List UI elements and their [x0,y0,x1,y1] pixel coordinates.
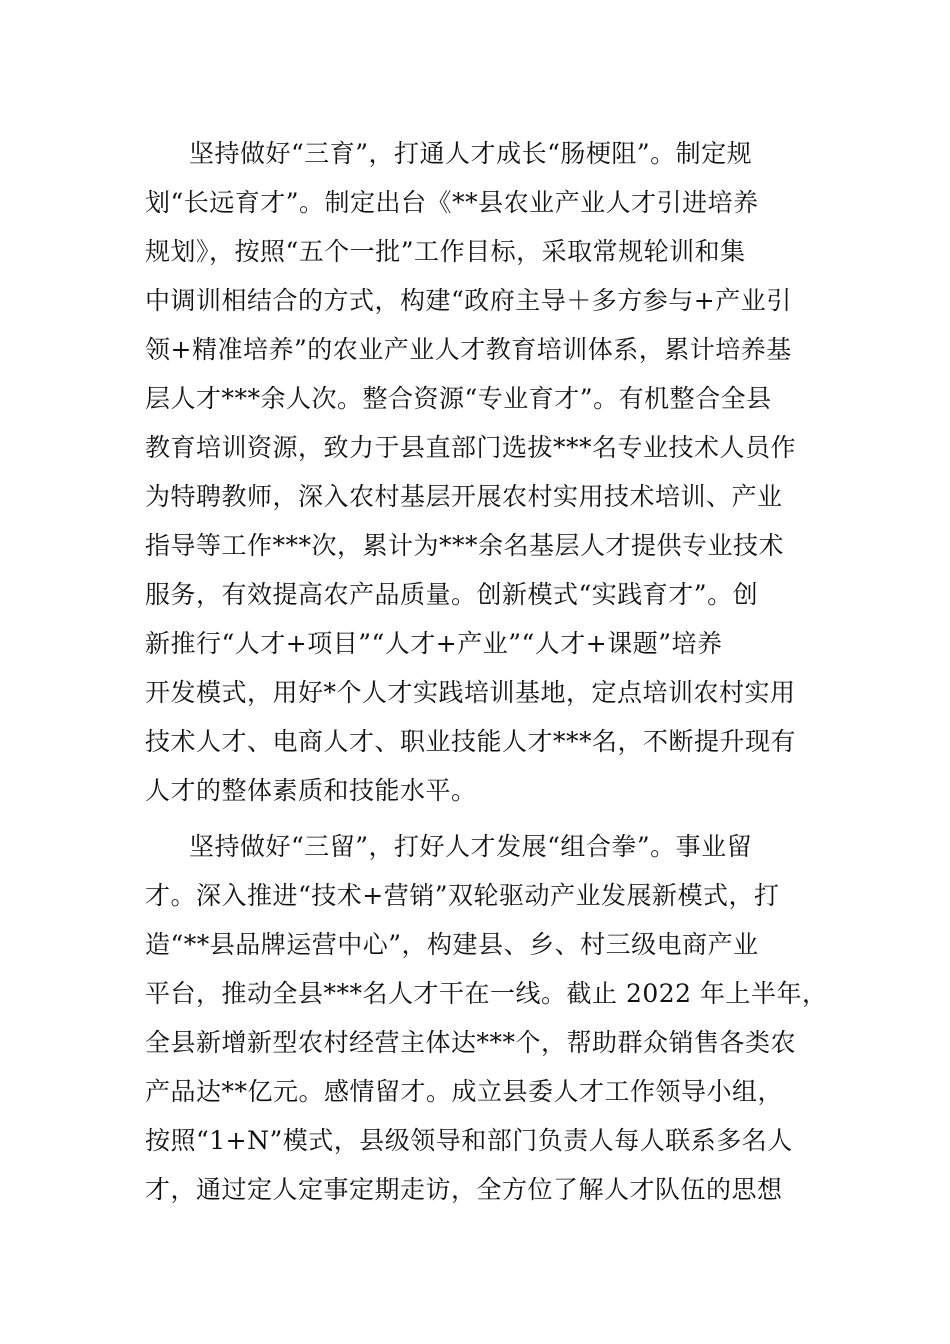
paragraph-2-line-6: 产品达**亿元。感情留才。成立县委人才工作领导小组， [145,1077,784,1106]
paragraph-2-line-4: 平台，推动全县***名人才干在一线。截止 2022 年上半年， [145,979,828,1008]
paragraph-1-line-13: 技术人才、电商人才、职业技能人才***名，不断提升现有 [145,727,797,756]
paragraph-1-line-3: 规划》，按照“五个一批”工作目标，采取常规轮训和集 [145,237,746,266]
paragraph-1-line-12: 开发模式，用好*个人才实践培训基地，定点培训农村实用 [145,678,796,707]
paragraph-1-line-6: 层人才***余人次。整合资源“专业育才”。有机整合全县 [145,384,772,413]
paragraph-2-line-5: 全县新增新型农村经营主体达***个，帮助群众销售各类农 [145,1028,797,1057]
paragraph-2-line-8: 才，通过定人定事定期走访，全方位了解人才队伍的思想 [145,1175,783,1204]
paragraph-1-line-2: 划“长远育才”。制定出台《**县农业产业人才引进培养 [145,188,759,217]
paragraph-1-line-5: 领+精准培养”的农业产业人才教育培训体系，累计培养基 [145,335,792,364]
paragraph-2-line-2: 才。深入推进“技术+营销”双轮驱动产业发展新模式，打 [145,881,780,910]
paragraph-1-line-7: 教育培训资源，致力于县直部门选拔***名专业技术人员作 [145,433,797,462]
paragraph-1-line-11: 新推行“人才+项目”“人才+产业”“人才+课题”培养 [145,629,723,658]
paragraph-1-line-10: 服务，有效提高农产品质量。创新模式“实践育才”。创 [145,580,759,609]
paragraph-1-line-1: 坚持做好“三育”，打通人才成长“肠梗阻”。制定规 [189,139,753,168]
paragraph-1-line-8: 为特聘教师，深入农村基层开展农村实用技术培训、产业 [145,482,783,511]
paragraph-1-line-9: 指导等工作***次，累计为***余名基层人才提供专业技术 [145,531,785,560]
paragraph-2-line-7: 按照“1+N”模式，县级领导和部门负责人每人联系多名人 [145,1126,793,1155]
paragraph-2-line-1: 坚持做好“三留”，打好人才发展“组合拳”。事业留 [189,832,753,861]
paragraph-1-line-14: 人才的整体素质和技能水平。 [145,776,477,805]
paragraph-1-line-4: 中调训相结合的方式，构建“政府主导＋多方参与+产业引 [145,286,792,315]
paragraph-2-line-3: 造“**县品牌运营中心”，构建县、乡、村三级电商产业 [145,930,759,959]
